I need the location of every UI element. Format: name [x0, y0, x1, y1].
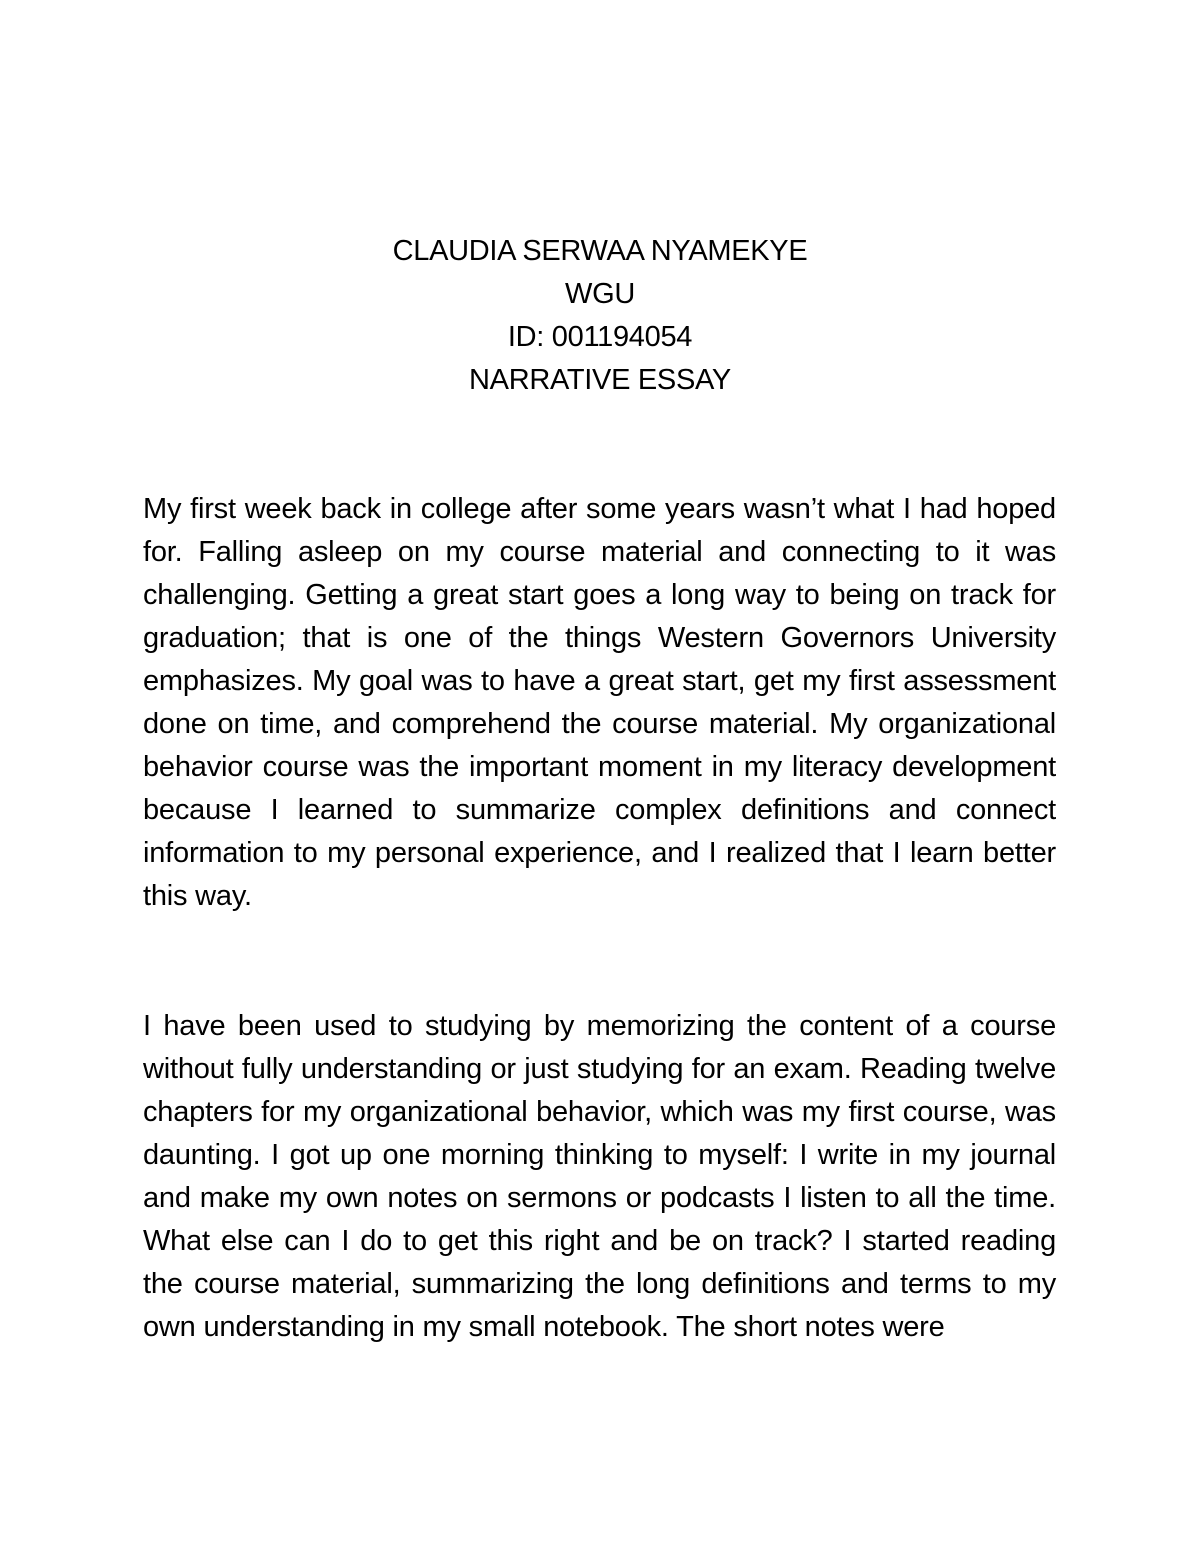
paragraph: My first week back in college after some years wasn’t what I had hoped for. Falling asleep on my course material and connecting to it was challenging. Getting a great start goes a long way to being on track for graduation; that is one of the things Western Governors University emphasizes. My goal was to have a great start, get my first assessment done on time, and comprehend the course material. My organizational behavior course was the important moment in my literacy development because I learned to summarize complex definitions and connect information to my personal experience, and I realized that I learn better this way. [143, 493, 1056, 912]
institution: WGU [565, 278, 635, 310]
essay-title: NARRATIVE ESSAY [469, 364, 731, 396]
paragraph: I have been used to studying by memorizing the content of a course without fully understanding or just studying for an exam. Reading twelve chapters for my organizational behavior, which was my first course, was daunting. I got up one morning thinking to myself: I write in my journal and make my own notes on sermons or podcasts I listen to all the time. What else can I do to get this right and be on track? I started reading the course material, summarizing the long definitions and terms to my own understanding in my small notebook. The short notes were [143, 1010, 1056, 1343]
essay-header [0, 230, 1200, 402]
student-id: ID: 001194054 [507, 321, 693, 353]
author-name: CLAUDIA SERWAA NYAMEKYE [392, 235, 808, 267]
